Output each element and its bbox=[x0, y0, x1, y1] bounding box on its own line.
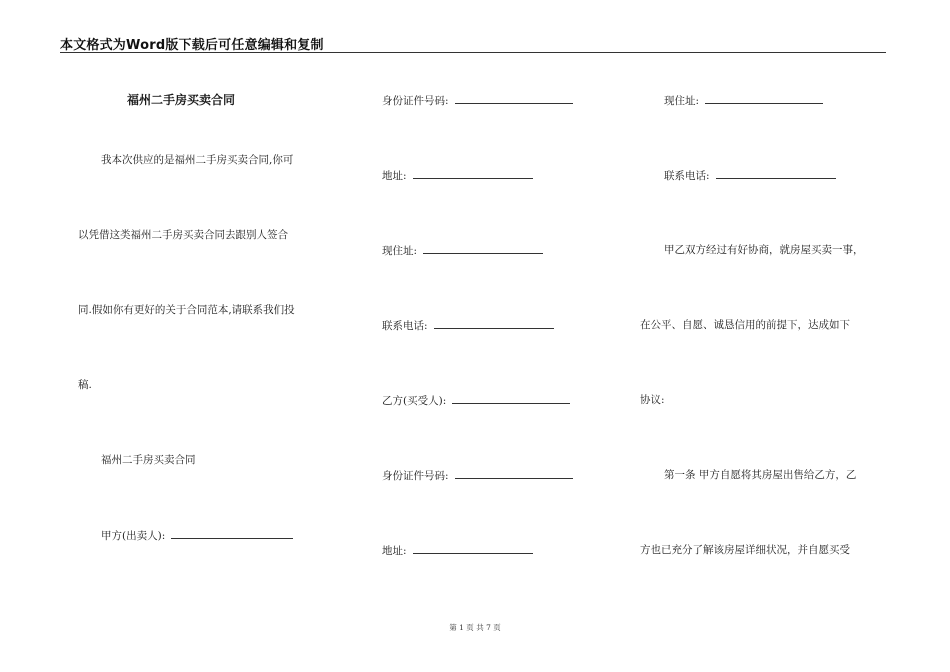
agreement-line-3: 协议: bbox=[640, 394, 665, 406]
party-a-blank[interactable] bbox=[171, 528, 293, 539]
address-label-1: 地址: bbox=[382, 170, 407, 182]
phone-label-2: 联系电话: bbox=[664, 170, 710, 182]
current-address-blank-2[interactable] bbox=[705, 93, 823, 104]
party-a-label: 甲方(出卖人): bbox=[101, 530, 166, 542]
id-number-label-2: 身份证件号码: bbox=[382, 470, 449, 482]
id-number-field-2 bbox=[382, 468, 573, 483]
phone-blank-1[interactable] bbox=[434, 318, 554, 329]
document-header bbox=[60, 34, 886, 53]
article-1-line-1: 第一条 甲方自愿将其房屋出售给乙方，乙 bbox=[664, 469, 857, 481]
contract-subtitle: 福州二手房买卖合同 bbox=[101, 454, 196, 466]
id-number-field-1 bbox=[382, 93, 573, 108]
address-field-2 bbox=[382, 543, 533, 558]
page-number: 第 1 页 共 7 页 bbox=[449, 623, 501, 632]
current-address-field-2 bbox=[664, 93, 823, 108]
agreement-line-2: 在公平、自愿、诚恳信用的前提下，达成如下 bbox=[640, 319, 850, 331]
current-address-blank-1[interactable] bbox=[423, 243, 543, 254]
party-a-field bbox=[101, 528, 293, 543]
intro-line-3: 同.假如你有更好的关于合同范本,请联系我们投 bbox=[78, 304, 295, 316]
party-b-field bbox=[382, 393, 570, 408]
agreement-line-1: 甲乙双方经过有好协商，就房屋买卖一事， bbox=[664, 244, 864, 256]
phone-label-1: 联系电话: bbox=[382, 320, 428, 332]
address-field-1 bbox=[382, 168, 533, 183]
current-address-field-1 bbox=[382, 243, 543, 258]
intro-line-1: 我本次供应的是福州二手房买卖合同,你可 bbox=[101, 154, 294, 166]
intro-line-2: 以凭借这类福州二手房买卖合同去跟别人签合 bbox=[78, 229, 288, 241]
header-text: 本文格式为Word版下载后可任意编辑和复制 bbox=[60, 38, 324, 53]
id-number-blank-2[interactable] bbox=[455, 468, 573, 479]
current-address-label-2: 现住址: bbox=[664, 95, 700, 107]
current-address-label-1: 现住址: bbox=[382, 245, 418, 257]
phone-field-2 bbox=[664, 168, 836, 183]
address-label-2: 地址: bbox=[382, 545, 407, 557]
phone-field-1 bbox=[382, 318, 554, 333]
phone-blank-2[interactable] bbox=[716, 168, 836, 179]
id-number-label-1: 身份证件号码: bbox=[382, 95, 449, 107]
id-number-blank-1[interactable] bbox=[455, 93, 573, 104]
address-blank-2[interactable] bbox=[413, 543, 533, 554]
party-b-label: 乙方(买受人): bbox=[382, 395, 447, 407]
party-b-blank[interactable] bbox=[452, 393, 570, 404]
document-title: 福州二手房买卖合同 bbox=[127, 93, 236, 107]
article-1-line-2: 方也已充分了解该房屋详细状况，并自愿买受 bbox=[640, 544, 850, 556]
intro-line-4: 稿. bbox=[78, 379, 92, 391]
address-blank-1[interactable] bbox=[413, 168, 533, 179]
